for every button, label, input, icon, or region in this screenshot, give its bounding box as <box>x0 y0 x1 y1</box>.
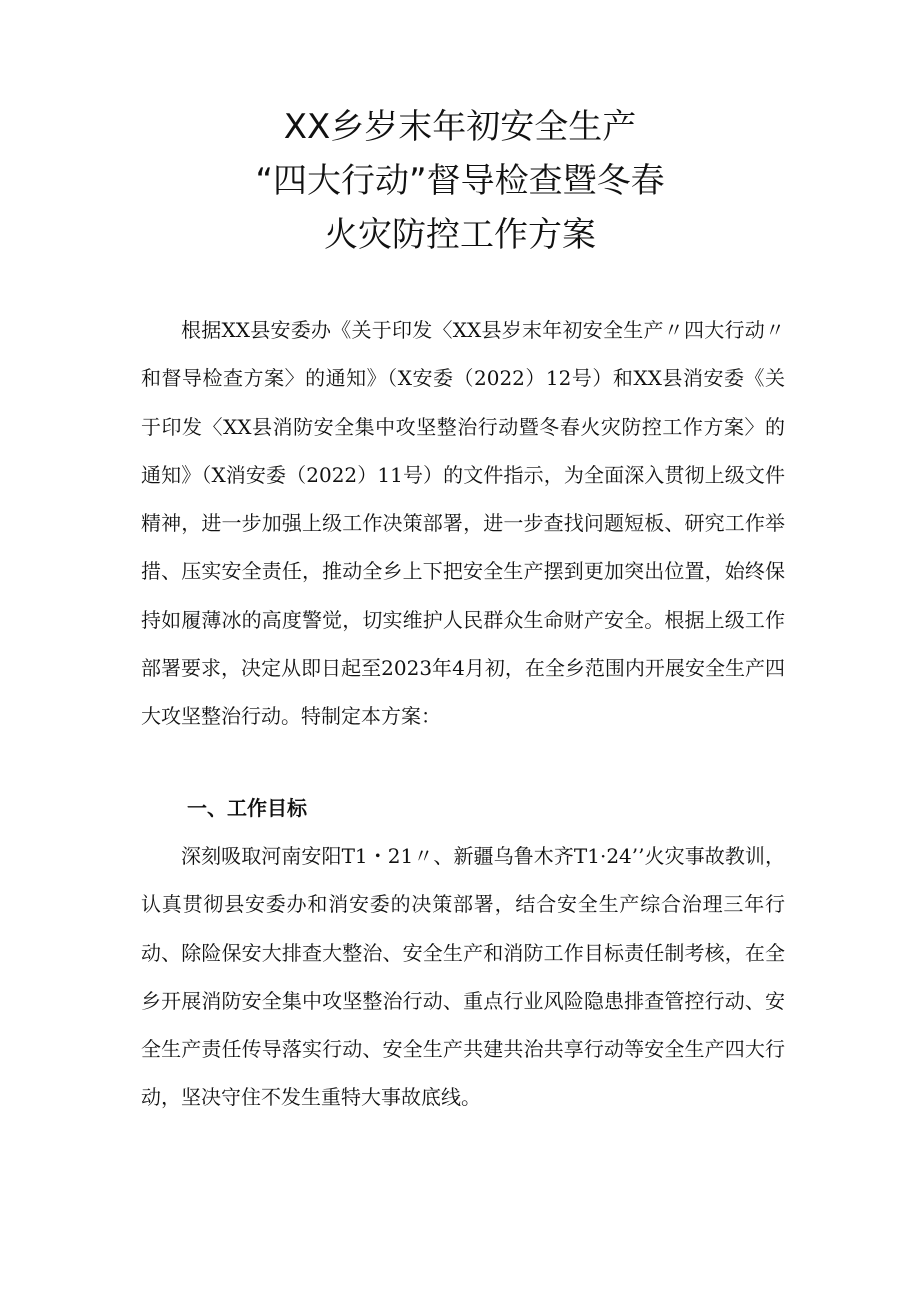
intro-paragraph: 根据XX县安委办《关于印发〈XX县岁末年初安全生产〃四大行动〃和督导检查方案〉的通知》（X安委（2022）12号）和XX县消安委《关于印发〈XX县消防安全集中攻坚整治行动暨冬春火灾防控工作方案〉的通知》（X消安委（2022）11号）的文件指示，为全面深入贯彻上级文件精神，进一步加强上级工作决策部署，进一步查找问题短板、研究工作举措、压实安全责任，推动全乡上下把安全生产摆到更加突出位置，始终保持如履薄冰的高度警觉，切实维护人民群众生命财产安全。根据上级工作部署要求，决定从即日起至2023年4月初，在全乡范围内开展安全生产四大攻坚整治行动。特制定本方案： <box>141 318 785 729</box>
section-heading-work-goals: 一、工作目标 <box>187 796 307 820</box>
document-title-line-2: “四大行动”督导检查暨冬春 <box>255 161 665 201</box>
section-paragraph-work-goals: 深刻吸取河南安阳T1・21〃、新疆乌鲁木齐T1·24’’火灾事故教训，认真贯彻县安委办和消安委的决策部署，结合安全生产综合治理三年行动、除险保安大排查大整治、安全生产和消防工作目标责任制考核，在全乡开展消防安全集中攻坚整治行动、重点行业风险隐患排查管控行动、安全生产责任传导落实行动、安全生产共建共治共享行动等安全生产四大行动，坚决守住不发生重特大事故底线。 <box>141 844 785 1110</box>
document-title-line-3: 火灾防控工作方案 <box>324 215 596 255</box>
document-title-line-1: XX乡岁末年初安全生产 <box>283 107 637 147</box>
